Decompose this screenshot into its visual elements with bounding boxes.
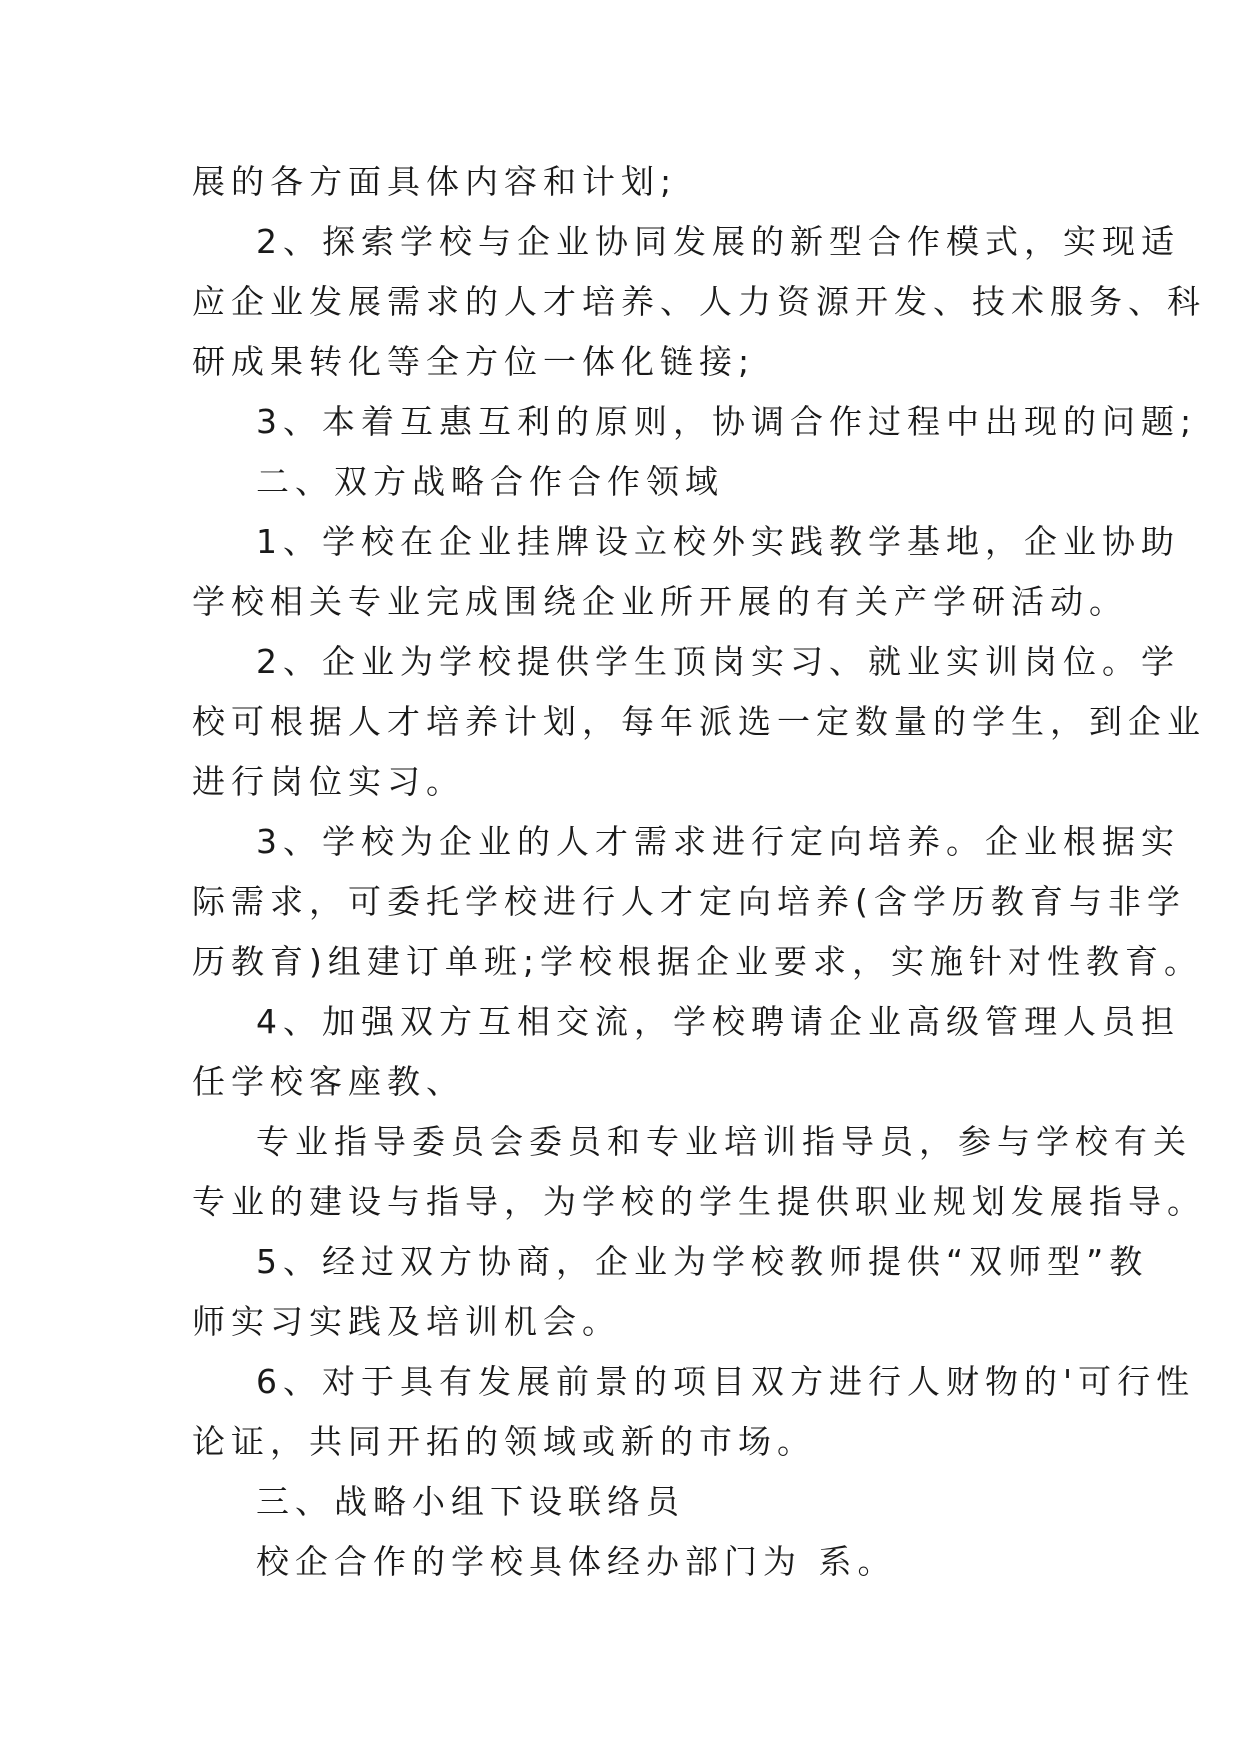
section-heading-2: 二、双方战略合作合作领域 <box>256 462 724 501</box>
text-line-9: 2、企业为学校提供学生顶岗实习、就业实训岗位。学 <box>256 642 1180 681</box>
text-line-12: 3、学校为企业的人才需求进行定向培养。企业根据实 <box>256 822 1180 861</box>
text-line-22: 论证，共同开拓的领域或新的市场。 <box>192 1422 816 1461</box>
text-line-4: 研成果转化等全方位一体化链接; <box>192 342 756 381</box>
text-line-7: 1、学校在企业挂牌设立校外实践教学基地，企业协助 <box>256 522 1180 561</box>
text-line-1: 展的各方面具体内容和计划; <box>192 162 678 201</box>
text-line-8: 学校相关专业完成围绕企业所开展的有关产学研活动。 <box>192 582 1128 621</box>
text-line-15: 4、加强双方互相交流，学校聘请企业高级管理人员担 <box>256 1002 1180 1041</box>
text-line-18: 专业的建设与指导，为学校的学生提供职业规划发展指导。 <box>192 1182 1206 1221</box>
document-body <box>192 152 1206 1592</box>
text-line-3: 应企业发展需求的人才培养、人力资源开发、技术服务、科 <box>192 282 1206 321</box>
text-line-21: 6、对于具有发展前景的项目双方进行人财物的'可行性 <box>256 1362 1196 1401</box>
text-line-20: 师实习实践及培训机会。 <box>192 1302 621 1341</box>
text-line-17: 专业指导委员会委员和专业培训指导员，参与学校有关 <box>256 1122 1192 1161</box>
text-line-5: 3、本着互惠互利的原则，协调合作过程中出现的问题; <box>256 402 1198 441</box>
section-heading-3: 三、战略小组下设联络员 <box>256 1482 685 1521</box>
text-line-24: 校企合作的学校具体经办部门为 系。 <box>256 1542 897 1581</box>
text-line-10: 校可根据人才培养计划，每年派选一定数量的学生，到企业 <box>192 702 1206 741</box>
text-line-16: 任学校客座教、 <box>192 1062 465 1101</box>
text-line-13: 际需求，可委托学校进行人才定向培养(含学历教育与非学 <box>192 882 1186 921</box>
text-line-2: 2、探索学校与企业协同发展的新型合作模式，实现适 <box>256 222 1180 261</box>
text-line-19: 5、经过双方协商，企业为学校教师提供“双师型”教 <box>256 1242 1149 1281</box>
text-line-11: 进行岗位实习。 <box>192 762 465 801</box>
text-line-14: 历教育)组建订单班;学校根据企业要求，实施针对性教育。 <box>192 942 1203 981</box>
